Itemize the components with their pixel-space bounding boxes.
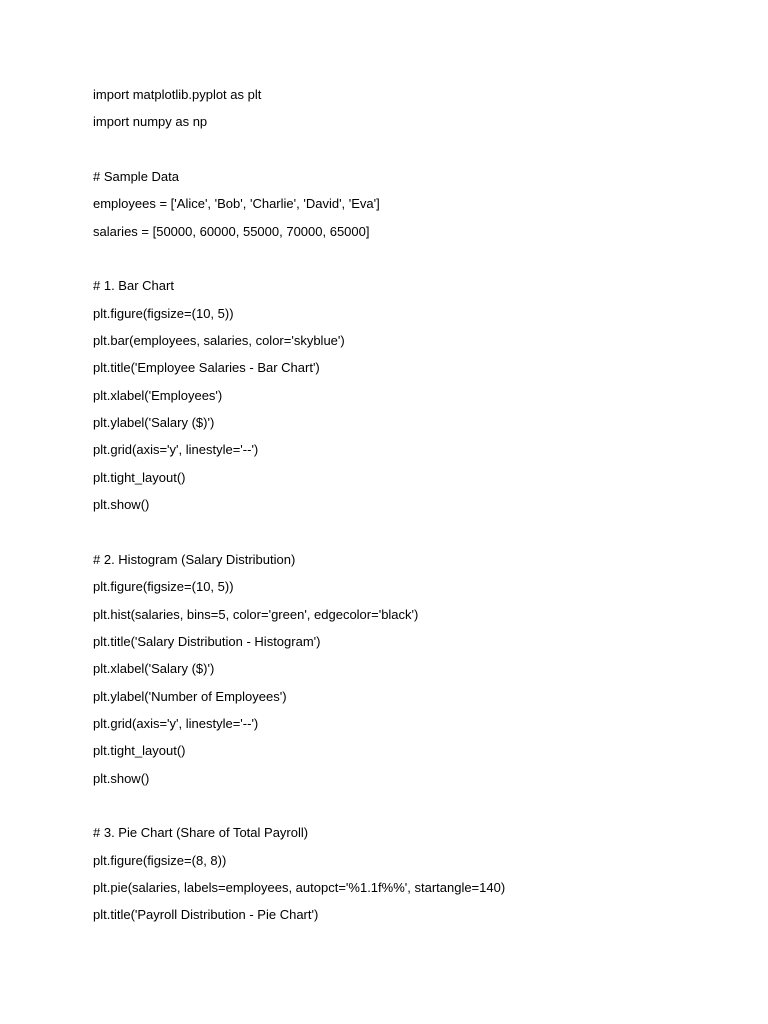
code-line: employees = ['Alice', 'Bob', 'Charlie', 'David', 'Eva'] <box>93 196 380 212</box>
document-body <box>93 85 733 933</box>
blank-line <box>93 249 733 276</box>
code-line: plt.show() <box>93 497 150 513</box>
code-line: plt.ylabel('Salary ($)') <box>93 415 215 431</box>
code-line: plt.tight_layout() <box>93 743 186 759</box>
blank-line <box>93 796 733 823</box>
code-line: plt.tight_layout() <box>93 469 186 485</box>
blank-line <box>93 140 733 167</box>
code-line: plt.ylabel('Number of Employees') <box>93 688 287 704</box>
comment-line: # Sample Data <box>93 169 179 185</box>
code-line: plt.xlabel('Salary ($)') <box>93 661 215 677</box>
code-line: plt.pie(salaries, labels=employees, autopct='%1.1f%%', startangle=140) <box>93 879 506 895</box>
code-line: plt.bar(employees, salaries, color='skyblue') <box>93 333 345 349</box>
code-line: plt.show() <box>93 770 150 786</box>
code-line: import matplotlib.pyplot as plt <box>93 87 262 102</box>
comment-line: # 2. Histogram (Salary Distribution) <box>93 551 296 567</box>
code-line: plt.grid(axis='y', linestyle='--') <box>93 715 259 731</box>
code-line: plt.title('Employee Salaries - Bar Chart') <box>93 360 320 376</box>
code-line: plt.grid(axis='y', linestyle='--') <box>93 442 259 458</box>
code-line: plt.figure(figsize=(10, 5)) <box>93 305 234 321</box>
code-line: plt.figure(figsize=(8, 8)) <box>93 852 227 868</box>
code-line: salaries = [50000, 60000, 55000, 70000, 65000] <box>93 223 370 239</box>
blank-line <box>93 523 733 550</box>
code-line: plt.xlabel('Employees') <box>93 387 223 403</box>
comment-line: # 3. Pie Chart (Share of Total Payroll) <box>93 825 309 841</box>
code-line: import numpy as np <box>93 114 208 130</box>
code-line: plt.title('Payroll Distribution - Pie Chart') <box>93 907 319 923</box>
comment-line: # 1. Bar Chart <box>93 278 174 294</box>
code-line: plt.title('Salary Distribution - Histogram') <box>93 633 321 649</box>
code-line: plt.figure(figsize=(10, 5)) <box>93 579 234 595</box>
code-line: plt.hist(salaries, bins=5, color='green', edgecolor='black') <box>93 606 419 622</box>
